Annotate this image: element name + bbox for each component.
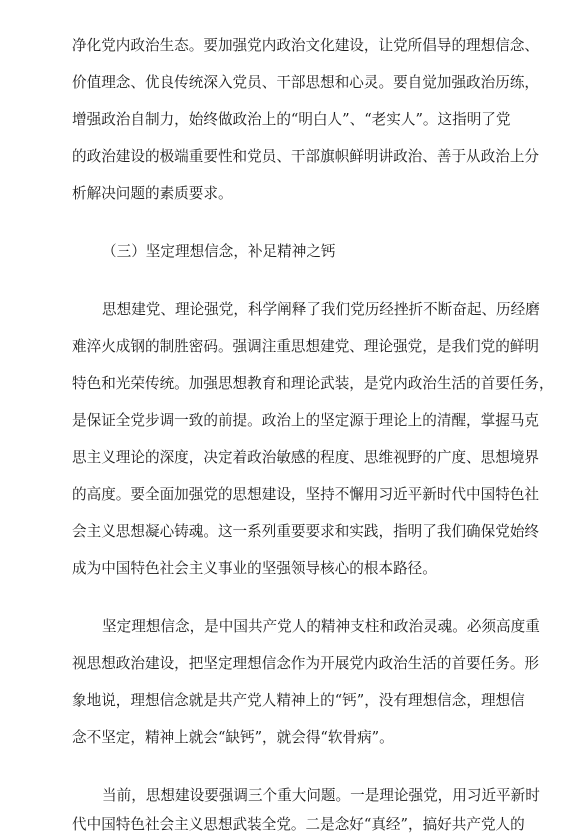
paragraph-2-line-8: 成为中国特色社会主义事业的坚强领导核心的根本路径。 xyxy=(72,560,437,577)
paragraph-2-line-3: 特色和光荣传统。加强思想教育和理论武装，是党内政治生活的首要任务， xyxy=(72,375,554,392)
paragraph-2-line-6: 的高度。要全面加强党的思想建设，坚持不懈用习近平新时代中国特色社 xyxy=(72,486,540,503)
paragraph-3-line-3: 象地说，理想信念就是共产党人精神上的“钙”，没有理想信念，理想信 xyxy=(72,692,525,709)
paragraph-1-line-3: 增强政治自制力，始终做政治上的“明白人”、“老实人”。这指明了党 xyxy=(72,111,511,128)
section-heading: （三）坚定理想信念，补足精神之钙 xyxy=(102,243,336,260)
paragraph-1-line-4: 的政治建设的极端重要性和党员、干部旗帜鲜明讲政治、善于从政治上分 xyxy=(72,148,540,165)
paragraph-3-line-2: 视思想政治建设，把坚定理想信念作为开展党内政治生活的首要任务。形 xyxy=(72,655,540,672)
paragraph-1-line-1: 净化党内政治生态。要加强党内政治文化建设，让党所倡导的理想信念、 xyxy=(72,37,540,54)
paragraph-4-line-2: 代中国特色社会主义思想武装全党。二是念好“真经”，搞好共产党人的 xyxy=(72,816,525,833)
paragraph-1-line-2: 价值理念、优良传统深入党员、干部思想和心灵。要自觉加强政治历练， xyxy=(72,74,540,91)
paragraph-4-line-1: 当前，思想建设要强调三个重大问题。一是理论强党，用习近平新时 xyxy=(102,787,540,804)
paragraph-3-line-1: 坚定理想信念，是中国共产党人的精神支柱和政治灵魂。必须高度重 xyxy=(102,618,540,635)
paragraph-2-line-4: 是保证全党步调一致的前提。政治上的坚定源于理论上的清醒，掌握马克 xyxy=(72,412,540,429)
paragraph-2-line-1: 思想建党、理论强党，科学阐释了我们党历经挫折不断奋起、历经磨 xyxy=(102,301,540,318)
paragraph-2-line-5: 思主义理论的深度，决定着政治敏感的程度、思维视野的广度、思想境界 xyxy=(72,449,540,466)
paragraph-1-line-5: 析解决问题的素质要求。 xyxy=(72,185,233,202)
paragraph-3-line-4: 念不坚定，精神上就会“缺钙”，就会得“软骨病”。 xyxy=(72,729,394,746)
paragraph-2-line-7: 会主义思想凝心铸魂。这一系列重要要求和实践，指明了我们确保党始终 xyxy=(72,523,540,540)
paragraph-2-line-2: 难淬火成钢的制胜密码。强调注重思想建党、理论强党，是我们党的鲜明 xyxy=(72,338,540,355)
